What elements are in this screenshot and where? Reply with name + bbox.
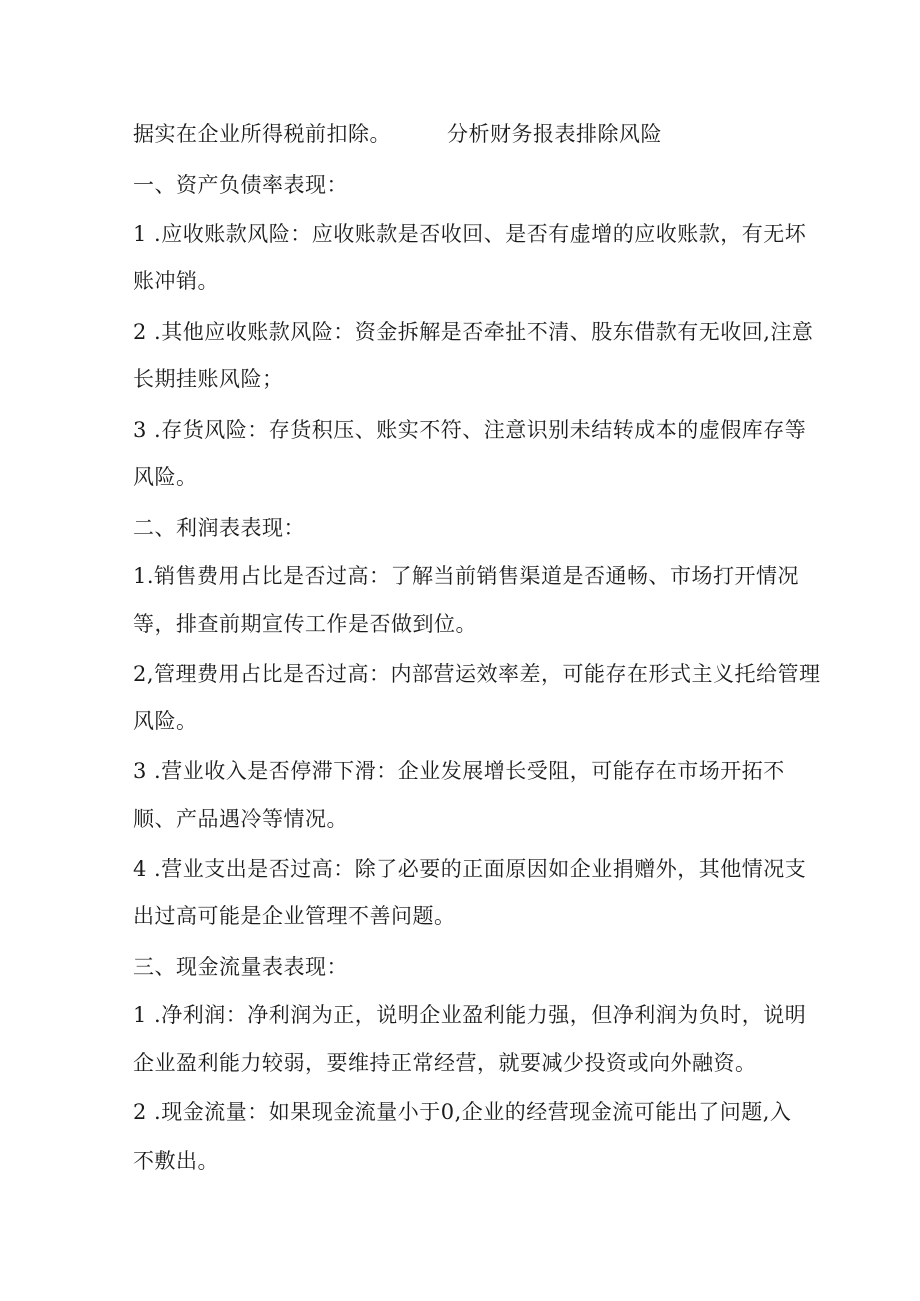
section2-heading: 二、利润表表现：: [133, 516, 305, 540]
section2-item2-line1: 2,管理费用占比是否过高：内部营运效率差，可能存在形式主义托给管理: [133, 662, 821, 686]
section1-item3-line2: 风险。: [133, 465, 198, 489]
section1-item1-line1: 1 .应收账款风险：应收账款是否收回、是否有虚增的应收账款，有无坏: [133, 222, 807, 246]
section1-item1-line2: 账冲销。: [133, 269, 219, 293]
section3-item2-line1: 2 .现金流量：如果现金流量小于0,企业的经营现金流可能出了问题,入: [133, 1100, 792, 1124]
intro-text: 据实在企业所得税前扣除。: [133, 122, 391, 146]
section3-heading: 三、现金流量表表现：: [133, 955, 348, 979]
section2-item4-line1: 4 .营业支出是否过高：除了必要的正面原因如企业捐赠外，其他情况支: [133, 857, 807, 881]
intro-title-line: [133, 121, 662, 147]
section3-item1-line1: 1 .净利润：净利润为正，说明企业盈利能力强，但净利润为负时，说明: [133, 1003, 807, 1027]
section2-item1-line1: 1.销售费用占比是否过高：了解当前销售渠道是否通畅、市场打开情况: [133, 564, 800, 588]
section1-item2-line2: 长期挂账风险；: [133, 367, 284, 391]
section1-item3-line1: 3 .存货风险：存货积压、账实不符、注意识别未结转成本的虚假库存等: [133, 418, 807, 442]
section3-item1-line2: 企业盈利能力较弱，要维持正常经营，就要减少投资或向外融资。: [133, 1051, 757, 1075]
document-title: 分析财务报表排除风险: [447, 122, 662, 146]
section2-item3-line1: 3 .营业收入是否停滞下滑：企业发展增长受阻，可能存在市场开拓不: [133, 759, 785, 783]
section1-heading: 一、资产负债率表现：: [133, 173, 348, 197]
section1-item2-line1: 2 .其他应收账款风险：资金拆解是否牵扯不清、股东借款有无收回,注意: [133, 320, 814, 344]
section3-item2-line2: 不敷出。: [133, 1149, 219, 1173]
section2-item3-line2: 顺、产品遇冷等情况。: [133, 807, 348, 831]
section2-item4-line2: 出过高可能是企业管理不善问题。: [133, 904, 456, 928]
section2-item1-line2: 等，排查前期宣传工作是否做到位。: [133, 612, 477, 636]
section2-item2-line2: 风险。: [133, 709, 198, 733]
